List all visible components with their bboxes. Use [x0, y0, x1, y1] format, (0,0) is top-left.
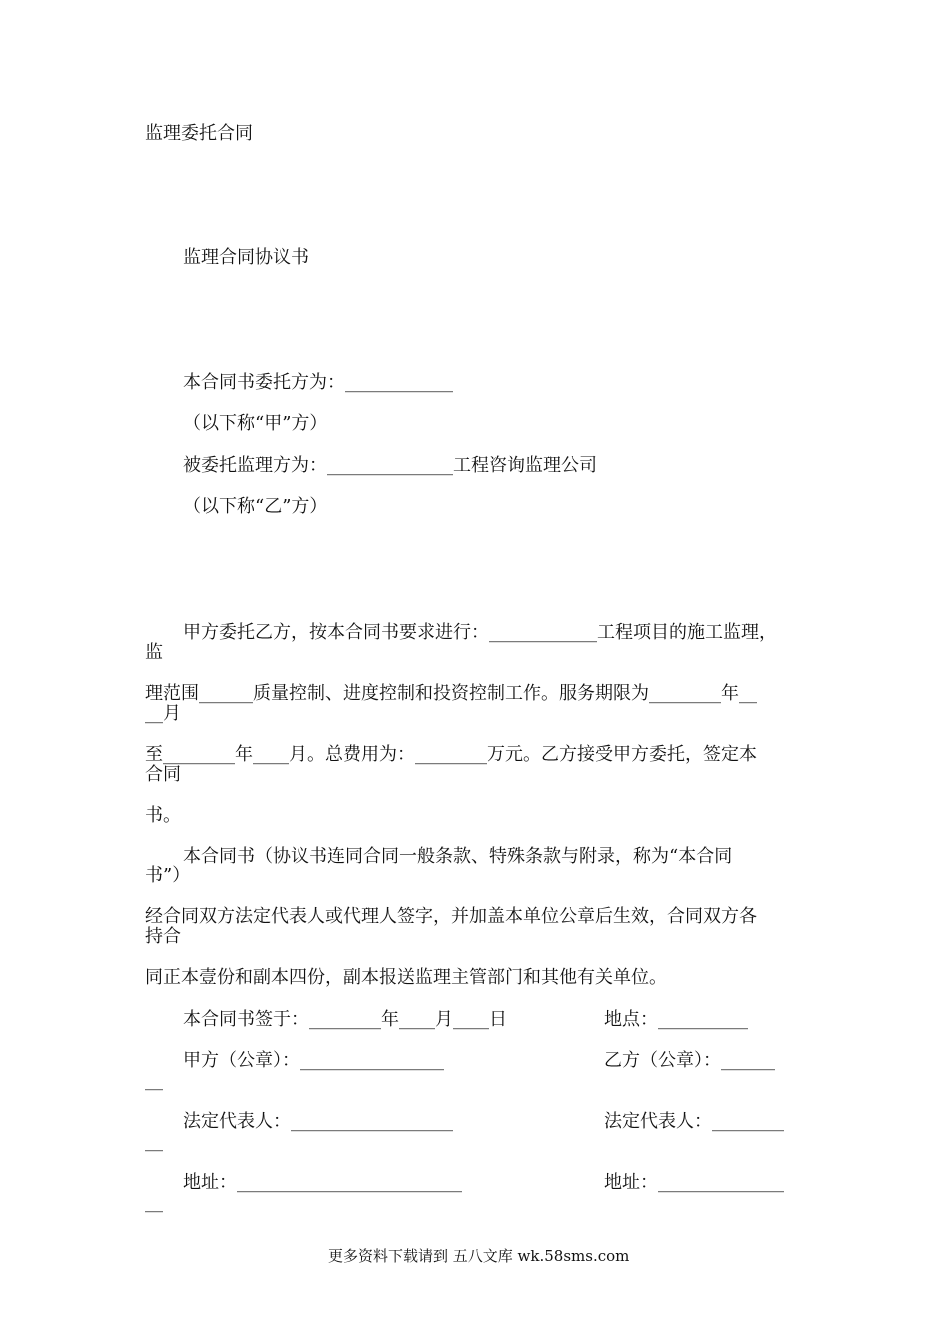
rep-b: 法定代表人：________	[604, 1111, 784, 1132]
body-line: 理范围______质量控制、进度控制和投资控制工作。服务期限为________年__	[145, 683, 757, 704]
body-line: 本合同书（协议书连同合同一般条款、特殊条款与附录，称为“本合同	[183, 846, 733, 867]
addr-a: 地址：_________________________	[183, 1172, 462, 1193]
document-title: 监理委托合同	[145, 123, 253, 144]
body-line: 至________年____月。总费用为：________万元。乙方接受甲方委托，签定本	[145, 744, 757, 765]
body-line: 甲方委托乙方，按本合同书要求进行：____________工程项目的施工监理，	[183, 622, 777, 643]
signing-place: 地点：__________	[604, 1009, 748, 1030]
body-line: 同正本壹份和副本四份，副本报送监理主管部门和其他有关单位。	[145, 967, 667, 988]
contractor-alias: （以下称“乙”方）	[183, 496, 328, 517]
party-a-seal: 甲方（公章）：________________	[183, 1050, 444, 1071]
body-line: 书”）	[145, 865, 191, 886]
party-b-seal: 乙方（公章）：______	[604, 1050, 775, 1071]
underline-wrap: __	[145, 1192, 163, 1213]
body-line: 书。	[145, 805, 181, 826]
contractor-line: 被委托监理方为：______________工程咨询监理公司	[183, 455, 597, 476]
rep-a: 法定代表人：__________________	[183, 1111, 453, 1132]
underline-wrap: __	[145, 1131, 163, 1152]
document-subtitle: 监理合同协议书	[183, 247, 309, 268]
body-line: 合同	[145, 764, 181, 785]
signing-date: 本合同书签于：________年____月____日	[183, 1009, 507, 1030]
body-line: 经合同双方法定代表人或代理人签字，并加盖本单位公章后生效，合同双方各	[145, 906, 757, 927]
addr-b: 地址：______________	[604, 1172, 784, 1193]
client-alias: （以下称“甲”方）	[183, 413, 328, 434]
client-line: 本合同书委托方为：____________	[183, 372, 453, 393]
underline-wrap: __	[145, 1070, 163, 1091]
body-line: __月	[145, 703, 181, 724]
footer-link[interactable]: 更多资料下载请到 五八文库 wk.58sms.com	[328, 1247, 630, 1265]
body-line: 持合	[145, 926, 181, 947]
body-line: 监	[145, 642, 163, 663]
